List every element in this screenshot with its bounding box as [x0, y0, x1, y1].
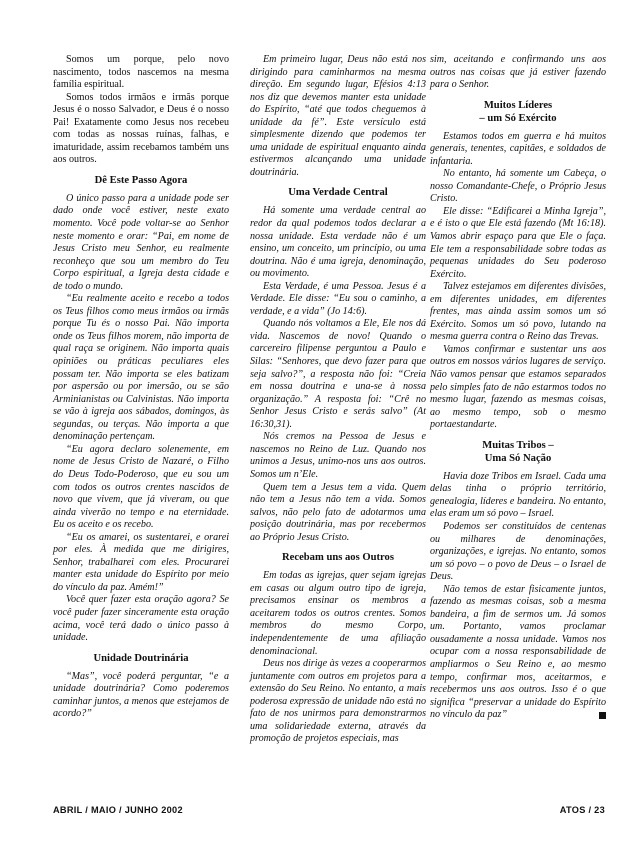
paragraph-text: Não temos de estar fisicamente juntos, fazendo as mesmas coisas, sob a mesma bandeira, a fim de sermos um. Já somos um. Portanto, vamos proclamar ousadamente a nossa unidade. Vamos nos ocupar com a nossa responsabilidade de ampliarmos o Seu Reino e, ao mesmo tempo, confirmar mos, aceitarmos, e recebermos uns aos outros. Isso é o que significa “preservar a unidade do Espírito no vínculo da paz” — [430, 583, 606, 721]
section-heading — [53, 652, 229, 665]
paragraph-text: No entanto, há somente um Cabeça, o nosso Comandante-Chefe, o Próprio Jesus Cristo. — [430, 168, 606, 205]
paragraph — [53, 532, 229, 595]
paragraph — [53, 193, 229, 293]
footer-page-number: ATOS / 23 — [559, 805, 605, 815]
paragraph — [250, 431, 426, 481]
paragraph — [53, 594, 229, 644]
paragraph — [53, 444, 229, 532]
paragraph — [430, 281, 606, 344]
paragraph — [250, 281, 426, 319]
paragraph-text: “Eu agora declaro solenemente, em nome de Jesus Cristo de Nazaré, o Filho do Deus Todo-Poderoso, que eu sou um com todos os outros crentes nascidos de novo que vivem, que já viveram, ou que ainda viverão no tempo e na eternidade. Eu os aceito e os recebo. — [53, 443, 229, 531]
section-subheading-text: Uma Só Nação — [484, 452, 552, 464]
section-heading — [250, 551, 426, 564]
paragraph-text: sim, aceitando e confirmando uns aos outros nas coisas que já estiver fazendo para o Senhor. — [430, 54, 606, 91]
paragraph-text: Somos um porque, pelo novo nascimento, todos nascemos na mesma família espiritual. — [53, 54, 229, 91]
paragraph-text: Em primeiro lugar, Deus não está nos dirigindo para caminharmos na mesma direção. Em segundo lugar, Efésios 4:13 nos diz que devemos manter esta unidade do Espírito, “até que todos cheguemos à unidade da fé”. Este versículo está simplesmente dizendo que podemos ter uma unidade de espiritual enquanto ainda estivermos alcançando uma unidade doutrinária. — [250, 54, 426, 178]
section-subheading-text: – um Só Exército — [479, 112, 557, 124]
section-heading — [430, 99, 606, 125]
paragraph-text: Há somente uma verdade central ao redor da qual podemos todos declarar a nossa unidade. Esta verdade não é um ensino, um conceito, um princípio, ou uma doutrina. Não é uma igreja, denominação, ou movimento. — [250, 205, 426, 280]
paragraph — [53, 671, 229, 721]
paragraph-text: Quem tem a Jesus tem a vida. Quem não tem a Jesus não tem a vida. Somos salvos, não pelo fato de adotarmos uma posição doutrinária, mas por recebermos ao Próprio Jesus Cristo. — [250, 481, 426, 543]
paragraph — [250, 318, 426, 431]
paragraph-text: Talvez estejamos em diferentes divisões, em diferentes unidades, em diferentes frentes, mas ainda assim somos um só Exército. Somos um só povo, lutando na mesma guerra contra o Reino das Trevas. — [430, 281, 606, 343]
section-heading-text: Muitas Tribos – — [482, 439, 554, 451]
paragraph — [53, 92, 229, 167]
paragraph-text: Estamos todos em guerra e há muitos generais, tenentes, capitães, e soldados de infantaria. — [430, 130, 606, 167]
paragraph — [250, 482, 426, 545]
paragraph — [53, 54, 229, 92]
paragraph — [430, 168, 606, 206]
paragraph-text: Podemos ser constituídos de centenas ou milhares de denominações, organizações, e igrejas. No entanto, somos um só povo – o povo de Deus – o Israel de Deus. — [430, 520, 606, 583]
paragraph — [430, 521, 606, 584]
paragraph-text: Somos todos irmãos e irmãs porque Jesus é o nosso Salvador, e Deus é o nosso Pai! Exatamente como Jesus nos recebeu com todas as nossas ruínas, falhas, e imaturidade, assim recebamos também uns aos outros. — [53, 91, 229, 166]
paragraph — [53, 293, 229, 444]
text-column-1 — [53, 54, 229, 721]
text-column-3 — [430, 54, 606, 722]
paragraph — [430, 54, 606, 92]
section-heading-text: Unidade Doutrinária — [93, 652, 189, 664]
paragraph-text: Nós cremos na Pessoa de Jesus e nascemos no Reino de Luz. Quando nos unimos a Jesus, unimo-nos uns aos outros. Somos um n’Ele. — [250, 431, 426, 480]
paragraph — [250, 658, 426, 746]
paragraph-text: Você quer fazer esta oração agora? Se você puder fazer sinceramente esta oração acima, você terá dado o único passo à unidade. — [53, 594, 229, 644]
end-of-article-square-icon — [599, 712, 606, 719]
paragraph-text: “Eu os amarei, os sustentarei, e orarei por eles. À medida que me dirigires, Senhor, trabalharei com eles. Procurarei manter esta unidade do Espírito por meio do vínculo da paz. Amém!” — [53, 531, 229, 593]
paragraph — [430, 344, 606, 432]
paragraph-text: Esta Verdade, é uma Pessoa. Jesus é a Verdade. Ele disse: “Eu sou o caminho, a verdade, e a vida” (Jo 14:6). — [250, 280, 426, 317]
paragraph-text: Em todas as igrejas, quer sejam igrejas em casas ou algum outro tipo de igreja, precisamos ensinar os membros a aceitarem todos os outros crentes. Somos membros do mesmo Corpo, independentemente de uma afiliação denominacional. — [250, 570, 426, 657]
paragraph-text: Quando nós voltamos a Ele, Ele nos dá vida. Nascemos de novo! Quando o carcereiro filipense perguntou a Paulo e Silas: “Senhores, que devo fazer para que seja salvo?”, a resposta não foi: “Creia em nossa doutrina e una-se à nossa organização.” A resposta foi: “Crê no Senhor Jesus Cristo e serás salvo” (At 16:30,31). — [250, 318, 426, 430]
paragraph — [430, 131, 606, 169]
paragraph-text: O único passo para a unidade pode ser dado onde você estiver, neste exato momento. Você pode voltar-se ao Senhor neste momento e orar: “Pai, em nome de Jesus Cristo meu Senhor, eu realmente reconheço que sou um membro do Teu Corpo espiritual, a Igreja desta cidade e de todo o mundo. — [53, 192, 229, 292]
section-heading — [430, 439, 606, 465]
paragraph — [250, 205, 426, 280]
section-heading-text: Uma Verdade Central — [288, 187, 388, 199]
paragraph-text: “Mas”, você poderá perguntar, “e a unidade doutrinária? Como poderemos caminhar juntos, a menos que estejamos de acordo?” — [53, 670, 229, 720]
footer-issue-date: ABRIL / MAIO / JUNHO 2002 — [53, 805, 183, 815]
paragraph-text: Deus nos dirige às vezes a cooperarmos juntamente com outros em projetos para a extensão do Seu Reino. No entanto, a mais poderosa expressão de unidade não está no fato de nos unirmos para demonstrarmos uma solidariedade externa, através da promoção de projetos especiais, mas — [250, 658, 426, 745]
section-heading-text: Dê Este Passo Agora — [94, 174, 188, 186]
paragraph — [250, 54, 426, 179]
section-heading — [53, 174, 229, 187]
paragraph — [430, 206, 606, 281]
paragraph — [430, 584, 606, 722]
section-heading-text: Recebam uns aos Outros — [282, 552, 394, 564]
paragraph — [250, 570, 426, 658]
paragraph-text: Havia doze Tribos em Israel. Cada uma delas tinha o próprio território, genealogia, líderes e bandeira. No entanto, elas eram um só povo – Israel. — [430, 470, 606, 520]
paragraph-text: “Eu realmente aceito e recebo a todos os Teus filhos como meus irmãos ou irmãs porque Tu és o nosso Pai. Não importa onde os Teus filhos morem, não importa de qual raça se originem. Não importa quais opiniões ou práticas peculiares eles possam ter. Não importa se eles batizam por aspersão ou por imersão, ou se são Arminianistas ou Calvinistas. Não importa se vão à igreja aos sábados, domingos, às segundas, ou terças. Não importa a que denominação pertençam. — [53, 293, 229, 443]
section-heading — [250, 186, 426, 199]
paragraph-text: Vamos confirmar e sustentar uns aos outros em nossos vários lugares de serviço. Não vamos pensar que estamos separados pelo simples fato de não estarmos todos no mesmo lugar, fazendo as mesmas coisas, ao mesmo tempo, sob o mesmo portaestandarte. — [430, 343, 606, 431]
paragraph-text: Ele disse: “Edificarei a Minha Igreja”, e é isto o que Ele está fazendo (Mt 16:18). Vamos abrir espaço para que Ele o faça. Ele tem a responsabilidade sobre todas as pequenas unidades do Seu poderoso Exército. — [430, 205, 606, 280]
paragraph — [430, 471, 606, 521]
section-heading-text: Muitos Líderes — [483, 99, 553, 111]
text-column-2 — [250, 54, 426, 746]
